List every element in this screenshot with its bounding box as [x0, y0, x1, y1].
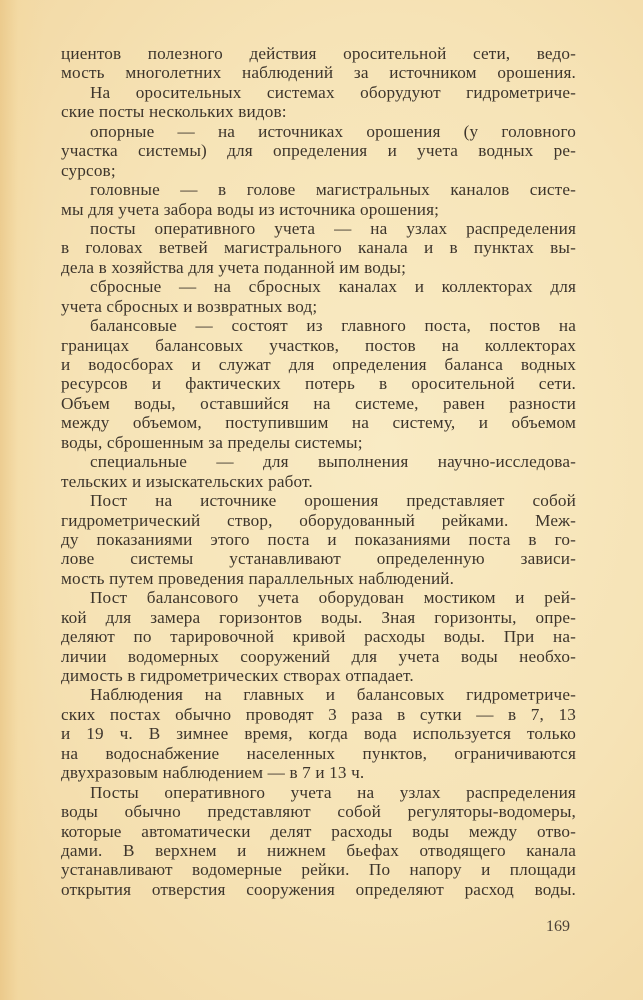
text-line: мость путем проведения параллельных наблюдений. — [61, 568, 455, 588]
text-line: двухразовым наблюдением — в 7 и 13 ч. — [61, 763, 365, 783]
paragraph-first-line: Наблюдения на главных и балансовых гидрометриче- — [90, 685, 576, 705]
text-line: димость в гидрометрических створах отпадает. — [61, 666, 414, 685]
paragraph-first-line: балансовые — состоят из главного поста, постов на — [90, 316, 576, 336]
text-line: деляют по тарировочной кривой расходы воды. При на- — [61, 627, 576, 647]
text-line: и 19 ч. В зимнее время, когда вода используется только — [61, 724, 576, 744]
paragraph-first-line: посты оперативного учета — на узлах распределения — [90, 218, 576, 238]
text-line: ских постах обычно проводят 3 раза в сутки — в 7, 13 — [61, 704, 576, 724]
paragraph-first-line: На оросительных системах оборудуют гидрометриче- — [90, 82, 576, 102]
text-line: сурсов; — [61, 160, 116, 180]
text-line: которые автоматически делят расходы воды между отво- — [61, 821, 576, 841]
text-line: между объемом, поступившим на систему, и объемом — [61, 413, 576, 433]
text-line: дела в хозяйства для учета поданной им воды; — [61, 257, 406, 277]
paragraph-first-line: головные — в голове магистральных каналов систе- — [90, 180, 576, 200]
text-line: воды, сброшенным за пределы системы; — [61, 432, 363, 452]
text-line: Объем воды, оставшийся на системе, равен разности — [61, 393, 576, 413]
paragraph-first-line: специальные — для выполнения научно-исследова- — [90, 452, 576, 472]
text-line: личии водомерных сооружений для учета воды необхо- — [61, 646, 576, 666]
text-line: мы для учета забора воды из источника орошения; — [61, 199, 440, 219]
text-line: воды обычно представляют собой регуляторы-водомеры, — [61, 802, 576, 822]
text-line: ские посты нескольких видов: — [61, 102, 287, 122]
page-body-text — [61, 44, 576, 899]
page-number: 169 — [546, 918, 570, 935]
paragraph-first-line: опорные — на источниках орошения (у головного — [90, 121, 576, 141]
text-line: гидрометрический створ, оборудованный рейками. Меж- — [61, 510, 576, 530]
text-line: тельских и изыскательских работ. — [61, 471, 313, 491]
text-line: границах балансовых участков, постов на коллекторах — [61, 335, 576, 355]
paragraph-first-line: Пост балансового учета оборудован мостиком и рей- — [90, 588, 576, 608]
text-line: лове системы устанавливают определенную зависи- — [61, 549, 576, 569]
paragraph-first-line: Пост на источнике орошения представляет собой — [90, 491, 576, 511]
text-line: циентов полезного действия оросительной сети, ведо- — [61, 44, 576, 63]
text-line: ду показаниями этого поста и показаниями поста в го- — [61, 529, 576, 549]
text-line: ресурсов и фактических потерь в оросительной сети. — [61, 374, 576, 394]
text-line: и водосборах и служат для определения баланса водных — [61, 355, 576, 374]
text-line: в головах ветвей магистрального канала и в пунктах вы- — [61, 238, 576, 258]
text-line: на водоснабжение населенных пунктов, ограничиваются — [61, 743, 576, 763]
text-line: открытия отверстия сооружения определяют расход воды. — [61, 879, 576, 899]
text-line: мость многолетних наблюдений за источником орошения. — [61, 63, 576, 83]
text-line: дами. В верхнем и нижнем бьефах отводящего канала — [61, 840, 576, 860]
text-line: устанавливают водомерные рейки. По напору и площади — [61, 860, 576, 880]
paragraph-first-line: Посты оперативного учета на узлах распределения — [90, 782, 576, 802]
paragraph-first-line: сбросные — на сбросных каналах и коллекторах для — [90, 277, 576, 297]
text-line: учета сбросных и возвратных вод; — [61, 296, 318, 316]
text-line: участка системы) для определения и учета водных ре- — [61, 141, 576, 161]
text-line: кой для замера горизонтов воды. Зная горизонты, опре- — [61, 607, 576, 627]
